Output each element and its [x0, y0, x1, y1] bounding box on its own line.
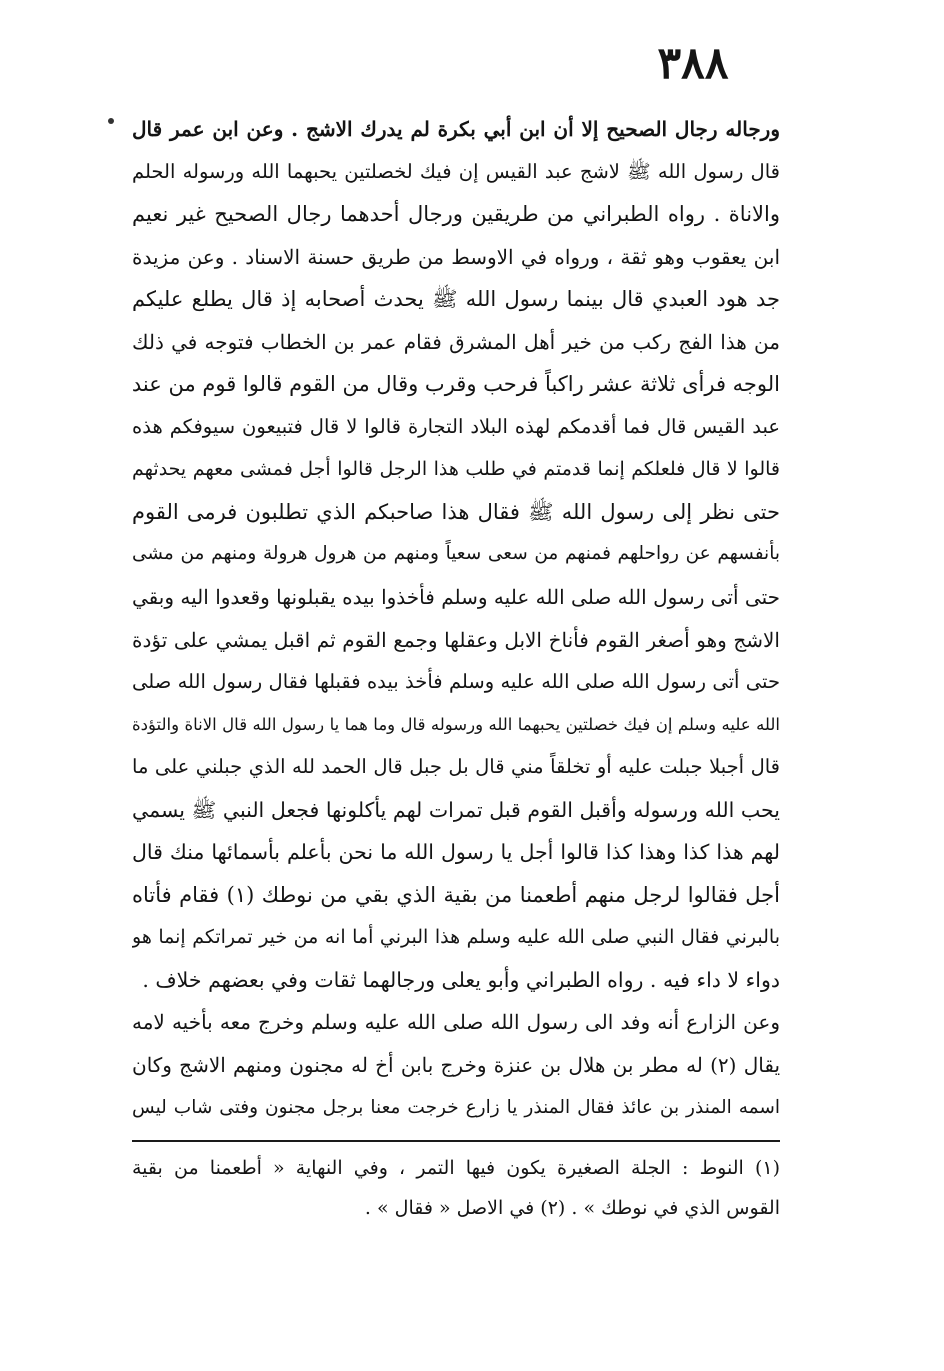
- text-line: لهم هذا كذا وهذا كذا قالوا أجل يا رسول الله ما نحن بأعلم بأسمائها منك قال: [132, 840, 780, 865]
- page-number: ٣٨٨: [657, 38, 729, 89]
- text-line: أجل فقالوا لرجل منهم أطعمنا من بقية الذي بقي من نوطك (١) فقام فأتاه: [132, 882, 780, 907]
- text-line: قال أجبلا جبلت عليه أو تخلقاً مني قال بل جبل قال الحمد لله الذي جبلني على ما: [132, 755, 780, 779]
- text-line: اسمه المنذر بن عائذ فقال المنذر يا زارع خرجت معنا برجل مجنون وفتى شاب ليس: [132, 1096, 780, 1118]
- text-line: ابن يعقوب وهو ثقة ، ورواه في الاوسط من طريق حسنة الاسناد . وعن مزيدة: [132, 244, 780, 269]
- text-line: وعن الزارع أنه وفد الى رسول الله صلى الله عليه وسلم وخرج معه بأخيه لامه: [132, 1010, 780, 1035]
- text-line: يحب الله ورسوله وأقبل القوم قبل تمرات لهم يأكلونها فجعل النبي ﷺ يسمي: [132, 797, 780, 822]
- text-line: حتى أتى رسول الله صلى الله عليه وسلم فأخذوا بيده يقبلونها وقعدوا اليه وبقي: [132, 585, 780, 610]
- text-line: عبد القيس قال فما أقدمكم لهذه البلاد التجارة قالوا لا قال فتبيعون سيوفكم هذه: [132, 414, 780, 438]
- text-line: جد هود العبدي قال بينما رسول الله ﷺ يحدث أصحابه إذ قال يطلع عليكم: [132, 287, 780, 312]
- text-line: الوجه فرأى ثلاثة عشر راكباً فرحب وقرب وقال من القوم قالوا قوم من عند: [132, 372, 780, 397]
- main-text-block: [132, 108, 780, 1129]
- text-line: حتى أتى رسول الله صلى الله عليه وسلم فأخذ بيده فقبلها فقال رسول الله صلى: [132, 670, 780, 694]
- footnote-separator: [132, 1140, 780, 1142]
- footnotes-block: [132, 1148, 780, 1228]
- text-line: دواء لا داء فيه . رواه الطبراني وأبو يعلى ورجالهما ثقات وفي بعضهم خلاف .: [142, 967, 780, 992]
- text-line: قالوا لا قال فلعلكم إنما قدمتم في طلب هذا الرجل قالوا أجل فمشى معهم يحدثهم: [132, 458, 780, 481]
- text-line: يقال (٢) له مطر بن هلال بن عنزة وخرج بابن أخ له مجنون ومنهم الاشج وكان: [132, 1053, 780, 1078]
- text-line: الاشج وهو أصغر القوم فأناخ الابل وعقلها وجمع القوم ثم اقبل يمشي على تؤدة: [132, 627, 780, 652]
- text-line: من هذا الفج ركب من خير أهل المشرق فقام عمر بن الخطاب فتوجه في ذلك: [132, 329, 780, 354]
- footnote-line: (١) النوط : الجلة الصغيرة يكون فيها التمر ، وفي النهاية « أطعمنا من بقية: [132, 1157, 780, 1179]
- text-line: والاناة . رواه الطبراني من طريقين ورجال أحدهما رجال الصحيح غير نعيم: [132, 202, 780, 227]
- text-line: حتى نظر إلى رسول الله ﷺ فقال هذا صاحبكم الذي تطلبون فرمى القوم: [132, 499, 780, 524]
- text-line: ورجاله رجال الصحيح إلا أن ابن أبي بكرة لم يدرك الاشج . وعن ابن عمر قال: [132, 117, 780, 141]
- text-line: قال رسول الله ﷺ لاشج عبد القيس إن فيك لخصلتين يحبهما الله ورسوله الحلم: [132, 159, 780, 183]
- text-line: بالبرني فقال النبي صلى الله عليه وسلم هذا البرني أما انه من خير تمراتكم إنما هو: [132, 926, 780, 949]
- margin-dot: [108, 118, 114, 124]
- footnote-line: القوس الذي في نوطك » . (٢) في الاصل « فقال » .: [364, 1197, 780, 1219]
- text-line: الله عليه وسلم إن فيك خصلتين يحبهما الله ورسوله قال وما هما يا رسول الله قال الاناة والتؤدة: [132, 714, 780, 734]
- text-line: بأنفسهم عن رواحلهم فمنهم من سعى سعياً ومنهم من هرول هرولة ومنهم من مشى: [132, 543, 780, 565]
